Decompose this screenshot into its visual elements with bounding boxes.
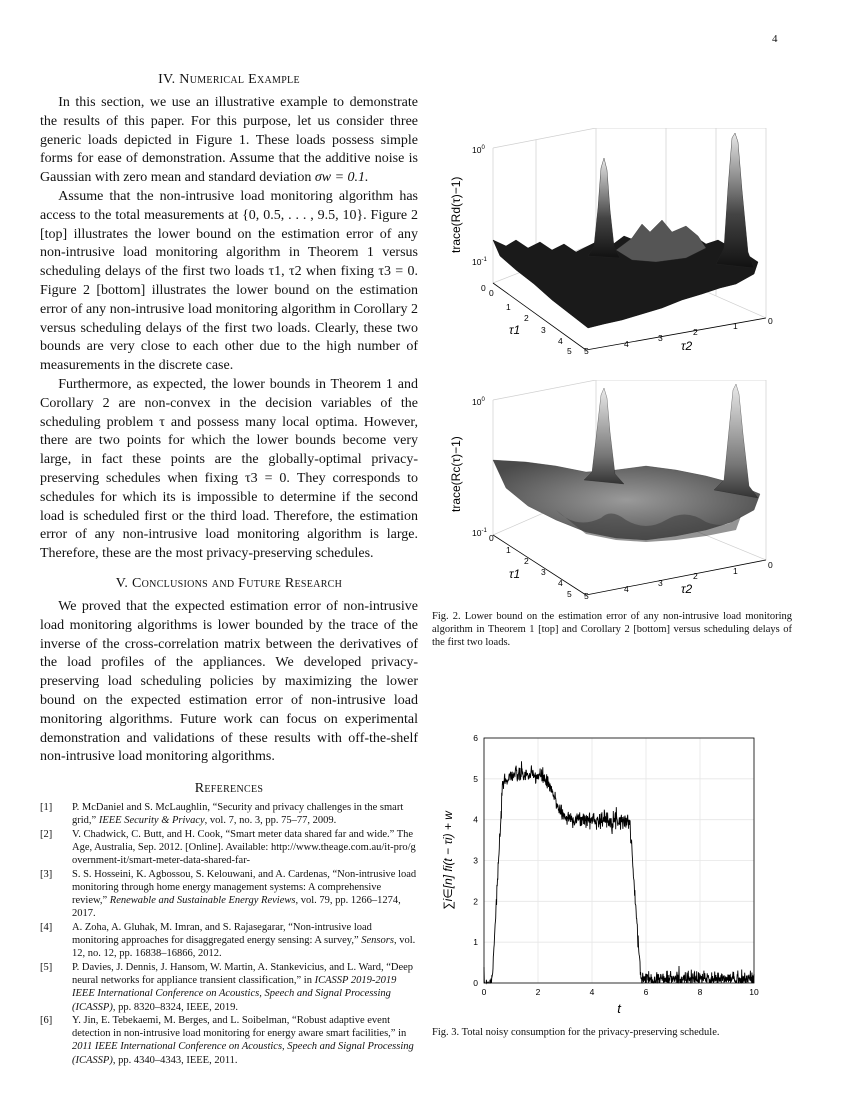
base-axes bbox=[493, 535, 766, 595]
page-number: 4 bbox=[772, 33, 778, 45]
reference-item: [5] P. Davies, J. Dennis, J. Hansom, W. Martin, A. Stankevicius, and L. Ward, “Deep neural networks for appliance transient classification,” in ICASSP 2019-2019 IEEE International Conference on Acoustics, Speech and Signal Processing (ICASSP), pp. 8320–8324, IEEE, 2019. bbox=[40, 961, 414, 1013]
section-heading-numerical-example: IV. Numerical Example bbox=[158, 72, 300, 87]
tau1-tick: 3 bbox=[541, 325, 546, 335]
tau2-tick: 3 bbox=[658, 578, 663, 588]
reference-item: [4] A. Zoha, A. Gluhak, M. Imran, and S. Rajasegarar, “Non-intrusive load monitoring approaches for disaggregated energy sensing: A survey,” Sensors, vol. 12, no. 12, pp. 16838–16866, 2012. bbox=[40, 921, 416, 960]
tau2-tick: 2 bbox=[693, 327, 698, 337]
tau1-tick: 0 bbox=[489, 533, 494, 543]
tau1-tick: 5 bbox=[567, 589, 572, 599]
reference-item: [2] V. Chadwick, C. Butt, and H. Cook, “Smart meter data shared far and wide.” The Age, Australia, Sep. 2012. [Online]. Available: http://www.theage.com.au/it-pro/government-it/smart-meter-data-shared-far- bbox=[40, 828, 416, 867]
z-tick-top: $10^0$ bbox=[472, 397, 485, 407]
tau2-tick: 5 bbox=[584, 346, 589, 356]
y-tick-label: 6 bbox=[473, 733, 478, 743]
tau2-ticks bbox=[584, 560, 773, 601]
tau1-axis-label: τ1 bbox=[509, 567, 521, 581]
x-tick-label: 6 bbox=[643, 987, 649, 997]
x-tick-label: 2 bbox=[535, 987, 541, 997]
z-tick-bottom: $10^{-1}$ bbox=[472, 257, 487, 267]
tau2-tick: 2 bbox=[693, 571, 698, 581]
tau2-tick: 5 bbox=[584, 591, 589, 601]
x-tick-label: 4 bbox=[589, 987, 595, 997]
tau2-tick: 0 bbox=[768, 560, 773, 570]
z-axis-label: trace(Rd(τ)−1) bbox=[449, 176, 463, 253]
section-heading-conclusions: V. Conclusions and Future Research bbox=[115, 575, 343, 591]
tau1-tick: 2 bbox=[524, 556, 529, 566]
reference-item: [6] Y. Jin, E. Tebekaemi, M. Berges, and L. Soibelman, “Robust adaptive event detection in non-intrusive load monitoring for energy aware smart facilities,” in 2011 IEEE International Conference on Acoustics, Speech and Signal Processing (ICASSP), pp. 4340–4343, IEEE, 2011. bbox=[40, 1014, 414, 1066]
tau2-tick: 4 bbox=[624, 339, 629, 349]
tau2-axis-label: τ2 bbox=[681, 582, 693, 596]
tau2-tick: 1 bbox=[733, 566, 738, 576]
tau1-axis-label: τ1 bbox=[509, 323, 521, 337]
y-axis-label: ∑i∈[n] fi(t − τi) + w bbox=[441, 811, 455, 910]
paragraph-nonconvex: Furthermore, as expected, the lower bounds in Theorem 1 and Corollary 2 are non-convex in the decision variables of the scheduling problem τ and possess many local optima. However, there are two points for which the lower bounds become very large, in fact these points are the globally-optimal privacy-preserving schedules when fixing τ3 = 0. They corresponds to schedules for which its is impossible to determine if the second load is scheduled first or the third load. Therefore, the estimation error of any non-intrusive load monitoring algorithm is large. Therefore, these are the most privacy-preserving schedules. bbox=[40, 376, 418, 562]
figure2-top-svg bbox=[436, 128, 796, 378]
z-tick-bottom: $10^{-1}$ bbox=[472, 528, 487, 538]
left-column bbox=[40, 72, 418, 1067]
y-tick-label: 2 bbox=[473, 896, 478, 907]
y-tick-label: 4 bbox=[473, 814, 478, 825]
series-line-total-consumption bbox=[484, 761, 754, 983]
tau2-axis-label: τ2 bbox=[681, 339, 693, 353]
sigma-w-math: σw = 0.1. bbox=[314, 170, 369, 186]
y-tick-label: 3 bbox=[473, 855, 478, 866]
tau1-tick: 5 bbox=[567, 346, 572, 356]
tau2-tick: 3 bbox=[658, 333, 663, 343]
tau1-tick: 0 bbox=[489, 288, 494, 298]
x-tick-label: 0 bbox=[481, 987, 487, 997]
tau1-tick: 4 bbox=[558, 578, 563, 588]
tau1-tick: 4 bbox=[558, 336, 563, 346]
tau2-tick: 4 bbox=[624, 584, 629, 594]
reference-item: [1] P. McDaniel and S. McLaughlin, “Security and privacy challenges in the smart grid,” IEEE Security & Privacy, vol. 7, no. 3, pp. 75–77, 2009. bbox=[40, 802, 404, 827]
tau2-tick: 1 bbox=[733, 321, 738, 331]
paragraph-figure2-description: Assume that the non-intrusive load monitoring algorithm has access to the total measurements at {0, 0.5, . . . , 9.5, 10}. Figure 2 [top] illustrates the lower bound on the estimation error of any non-intrusive load monitoring algorithm in Theorem 1 versus scheduling delays of the first two loads τ1, τ2 when fixing τ3 = 0. Figure 2 [bottom] illustrates the lower bound on the estimation error of any non-intrusive load monitoring algorithm in Corollary 2 versus scheduling delays of the first two loads. Clearly, these two bounds are very close to each other due to the high number of measurements in the discrete case. bbox=[40, 188, 418, 374]
tau1-tick: 2 bbox=[524, 313, 529, 323]
figure3-svg bbox=[436, 728, 796, 1013]
figure2-caption: Fig. 2. Lower bound on the estimation error of any non-intrusive load monitoring algorithm in Theorem 1 [top] and Corollary 2 [bottom] versus scheduling delays of the first two loads. bbox=[432, 611, 792, 648]
figure3-line-chart bbox=[436, 728, 796, 1018]
x-tick-label: 10 bbox=[749, 987, 759, 997]
paragraph-conclusions: We proved that the expected estimation error of non-intrusive load monitoring algorithms is lower bounded by the trace of the inverse of the cross-correlation matrix between the derivatives of the load profiles of the appliances. We developed privacy-preserving load scheduling policies by maximizing the lower bound on the expected estimation error of non-intrusive load monitoring algorithms. Future work can focus on experimental demonstration and validations of these results with off-the-shelf non-intrusive load monitoring algorithms. bbox=[40, 598, 418, 765]
references-heading: References bbox=[194, 781, 264, 797]
tau1-tick: 1 bbox=[506, 545, 511, 555]
figure2-bottom-surface-plot bbox=[436, 380, 796, 610]
y-tick-label: 5 bbox=[473, 773, 478, 784]
figure2-top-surface-plot bbox=[436, 128, 796, 383]
figure2-bottom-svg bbox=[436, 380, 796, 605]
tau1-ticks bbox=[489, 533, 572, 599]
tau2-tick: 0 bbox=[768, 316, 773, 326]
tau1-tick: 1 bbox=[506, 302, 511, 312]
reference-item: [3] S. S. Hosseini, K. Agbossou, S. Kelouwani, and A. Cardenas, “Non-intrusive load monitoring through home energy management systems: A comprehensive review,” Renewable and Sustainable Energy Reviews, vol. 79, pp. 1266–1274, 2017. bbox=[40, 868, 417, 920]
y-tick-label: 1 bbox=[473, 937, 478, 948]
figure3-caption: Fig. 3. Total noisy consumption for the privacy-preserving schedule. bbox=[432, 1027, 720, 1038]
z-axis-label: trace(Rc(τ)−1) bbox=[449, 436, 463, 512]
z-tick-zero: 0 bbox=[481, 283, 486, 293]
y-tick-label: 0 bbox=[473, 978, 478, 988]
tau1-tick: 3 bbox=[541, 567, 546, 577]
paragraph-intro: In this section, we use an illustrative example to demonstrate the results of this paper. For this purpose, let us consider three generic loads depicted in Figure 1. These loads possess simple forms for ease of demonstration. Assume that the additive noise is Gaussian with zero mean and standard deviation σw = 0.1. bbox=[40, 95, 418, 186]
reference-list bbox=[40, 801, 418, 1067]
z-tick-top: $10^0$ bbox=[472, 145, 485, 155]
x-tick-label: 8 bbox=[697, 987, 703, 997]
x-axis-label: t bbox=[617, 1001, 621, 1013]
